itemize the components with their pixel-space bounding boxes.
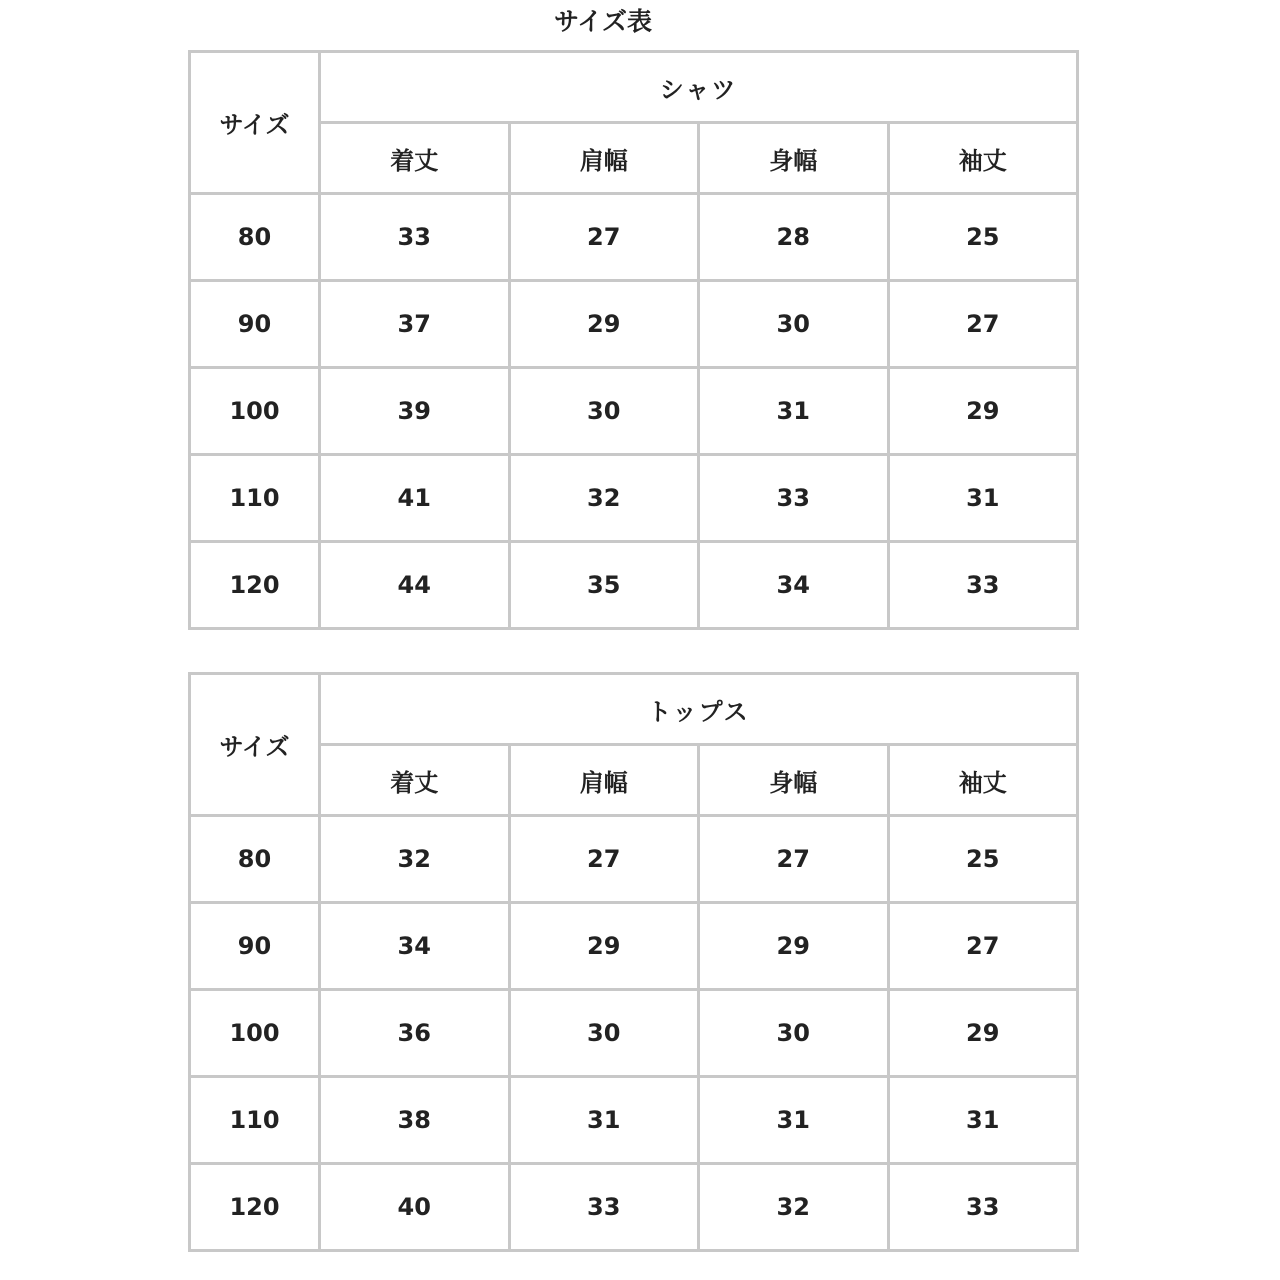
value-cell: 37: [320, 281, 510, 368]
value-cell: 32: [509, 455, 699, 542]
table-row: [190, 990, 1078, 1077]
value-cell: 31: [888, 1077, 1078, 1164]
value-cell: 33: [699, 455, 889, 542]
value-cell: 41: [320, 455, 510, 542]
value-cell: 28: [699, 194, 889, 281]
value-cell: 30: [509, 990, 699, 1077]
size-cell: 110: [190, 1077, 320, 1164]
size-cell: 110: [190, 455, 320, 542]
value-cell: 34: [320, 903, 510, 990]
size-column-header: サイズ: [190, 52, 320, 194]
tops-size-table: [188, 672, 1079, 1252]
table-row: [190, 1164, 1078, 1251]
value-cell: 31: [699, 1077, 889, 1164]
value-cell: 33: [888, 1164, 1078, 1251]
value-cell: 33: [320, 194, 510, 281]
size-cell: 120: [190, 1164, 320, 1251]
value-cell: 25: [888, 816, 1078, 903]
table-row: [190, 542, 1078, 629]
size-cell: 90: [190, 281, 320, 368]
value-cell: 27: [888, 281, 1078, 368]
value-cell: 29: [509, 281, 699, 368]
shirt-size-table: [188, 50, 1079, 630]
column-header-sleeve: 袖丈: [888, 123, 1078, 194]
value-cell: 39: [320, 368, 510, 455]
value-cell: 31: [699, 368, 889, 455]
value-cell: 30: [699, 990, 889, 1077]
table-row: [190, 816, 1078, 903]
size-cell: 80: [190, 194, 320, 281]
value-cell: 29: [888, 368, 1078, 455]
value-cell: 27: [888, 903, 1078, 990]
value-cell: 32: [320, 816, 510, 903]
table-row: [190, 281, 1078, 368]
table-row: [190, 903, 1078, 990]
column-header-chest: 身幅: [699, 123, 889, 194]
value-cell: 31: [888, 455, 1078, 542]
value-cell: 35: [509, 542, 699, 629]
value-cell: 29: [509, 903, 699, 990]
column-header-shoulder: 肩幅: [509, 745, 699, 816]
size-column-header: サイズ: [190, 674, 320, 816]
value-cell: 27: [509, 194, 699, 281]
size-cell: 90: [190, 903, 320, 990]
value-cell: 29: [699, 903, 889, 990]
value-cell: 30: [509, 368, 699, 455]
size-cell: 100: [190, 368, 320, 455]
column-header-chest: 身幅: [699, 745, 889, 816]
table-row: [190, 368, 1078, 455]
value-cell: 32: [699, 1164, 889, 1251]
value-cell: 34: [699, 542, 889, 629]
category-header: シャツ: [320, 52, 1078, 123]
column-header-length: 着丈: [320, 745, 510, 816]
value-cell: 30: [699, 281, 889, 368]
value-cell: 27: [509, 816, 699, 903]
value-cell: 36: [320, 990, 510, 1077]
table-row: [190, 1077, 1078, 1164]
value-cell: 44: [320, 542, 510, 629]
column-header-shoulder: 肩幅: [509, 123, 699, 194]
category-header: トップス: [320, 674, 1078, 745]
value-cell: 29: [888, 990, 1078, 1077]
column-header-length: 着丈: [320, 123, 510, 194]
size-cell: 120: [190, 542, 320, 629]
page-title: サイズ表: [553, 7, 652, 36]
table-row: [190, 194, 1078, 281]
value-cell: 27: [699, 816, 889, 903]
column-header-sleeve: 袖丈: [888, 745, 1078, 816]
value-cell: 25: [888, 194, 1078, 281]
size-cell: 100: [190, 990, 320, 1077]
value-cell: 38: [320, 1077, 510, 1164]
value-cell: 31: [509, 1077, 699, 1164]
size-cell: 80: [190, 816, 320, 903]
table-row: [190, 455, 1078, 542]
value-cell: 40: [320, 1164, 510, 1251]
value-cell: 33: [509, 1164, 699, 1251]
value-cell: 33: [888, 542, 1078, 629]
